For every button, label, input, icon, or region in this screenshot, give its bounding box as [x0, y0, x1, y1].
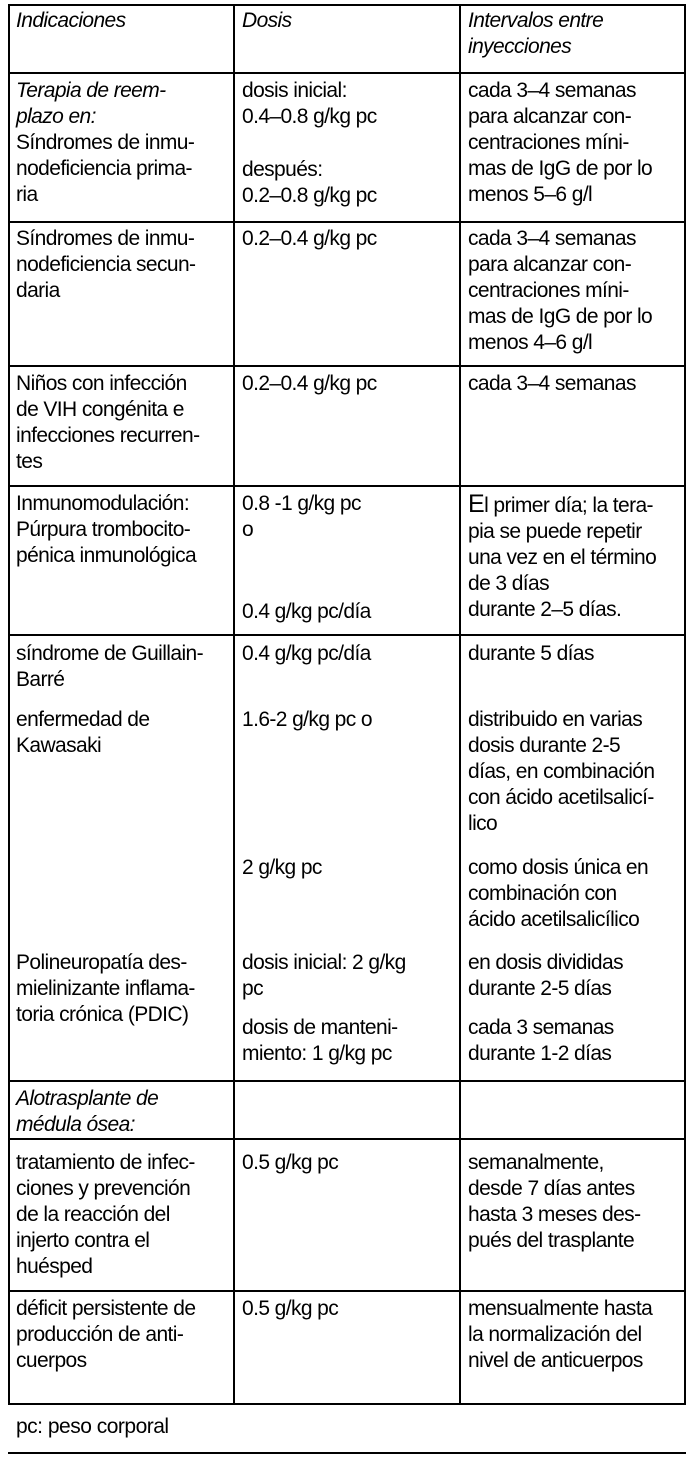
row2-indication: Síndromes de inmu- nodeficiencia secun- daria — [16, 227, 196, 302]
row1-dose-initial: dosis inicial: 0.4–0.8 g/kg pc — [242, 79, 377, 128]
row7-dose: 0.5 g/kg pc — [242, 1151, 339, 1174]
row2-dose: 0.2–0.4 g/kg pc — [242, 227, 377, 250]
row5-interval-e: cada 3 semanas durante 1-2 días — [468, 1016, 614, 1065]
row4-dose-b: 0.4 g/kg pc/día — [242, 600, 371, 623]
column-divider — [233, 4, 235, 1405]
row-divider — [8, 1138, 686, 1140]
row1-dose-after: después: 0.2–0.8 g/kg pc — [242, 158, 377, 207]
row7-indication: tratamiento de infec- ciones y prevención de la reacción del injerto contra el huésped — [16, 1151, 195, 1278]
row3-dose: 0.2–0.4 g/kg pc — [242, 372, 377, 395]
row5-interval-b: distribuido en varias dosis durante 2-5 días, en combinación con ácido acetilsalicí- lico — [468, 708, 655, 835]
row5-indication-kawasaki: enfermedad de Kawasaki — [16, 708, 150, 757]
row4-interval-text: l primer día; la tera- pia se puede repetir una vez en el término de 3 días durante 2–5 días. — [468, 494, 657, 621]
footnote: pc: peso corporal — [16, 1415, 169, 1438]
column-divider — [459, 4, 461, 1405]
row5-dose-d: dosis inicial: 2 g/kg pc — [242, 951, 406, 1000]
row-divider — [8, 1290, 686, 1292]
header-dosis: Dosis — [242, 9, 292, 32]
row-divider — [8, 485, 686, 487]
row3-indication: Niños con infección de VIH congénita e infecciones recurren- tes — [16, 372, 200, 473]
row5-dose-a: 0.4 g/kg pc/día — [242, 642, 371, 665]
row3-interval: cada 3–4 semanas — [468, 372, 636, 395]
row5-dose-e: dosis de manteni- miento: 1 g/kg pc — [242, 1016, 398, 1065]
row1-interval: cada 3–4 semanas para alcanzar con- centraciones míni- mas de IgG de por lo menos 5–6 g/l — [468, 79, 653, 206]
row4-dose-a: 0.8 -1 g/kg pc o — [242, 492, 361, 541]
row4-interval — [468, 491, 656, 623]
row4-interval-initial: E — [468, 490, 485, 518]
row-divider — [8, 221, 686, 223]
header-indicaciones: Indicaciones — [16, 9, 126, 32]
row-divider — [8, 72, 686, 74]
row1-indication: Síndromes de inmu- nodeficiencia prima- ria — [16, 131, 195, 206]
row2-interval: cada 3–4 semanas para alcanzar con- centraciones míni- mas de IgG de por lo menos 4–6 g/l — [468, 227, 653, 354]
bottom-rule — [8, 1452, 686, 1454]
row-divider — [8, 634, 686, 636]
row5-interval-d: en dosis divididas durante 2-5 días — [468, 951, 623, 1000]
row1-indication-heading: Terapia de reem- plazo en: — [16, 79, 166, 128]
row8-interval: mensualmente hasta la normalización del nivel de anticuerpos — [468, 1297, 653, 1372]
row5-indication-pdic: Polineuropatía des- mielinizante inflama- toria crónica (PDIC) — [16, 951, 195, 1026]
row8-dose: 0.5 g/kg pc — [242, 1297, 339, 1320]
row7-interval: semanalmente, desde 7 días antes hasta 3 meses des- pués del trasplante — [468, 1151, 641, 1252]
header-intervalos: Intervalos entre inyecciones — [468, 9, 604, 58]
row5-interval-a: durante 5 días — [468, 642, 594, 665]
row5-dose-b: 1.6-2 g/kg pc o — [242, 708, 372, 731]
row-divider — [8, 365, 686, 367]
row5-dose-c: 2 g/kg pc — [242, 856, 322, 879]
row6-indication-heading: Alotrasplante de médula ósea: — [16, 1087, 159, 1136]
row4-indication: Inmunomodulación: Púrpura trombocito- pénica inmunológica — [16, 492, 197, 567]
row-divider — [8, 1080, 686, 1082]
row5-interval-c: como dosis única en combinación con ácido acetilsalicílico — [468, 856, 649, 931]
row5-indication-guillain-barre: síndrome de Guillain- Barré — [16, 642, 203, 691]
row8-indication: déficit persistente de producción de anti- cuerpos — [16, 1297, 196, 1372]
